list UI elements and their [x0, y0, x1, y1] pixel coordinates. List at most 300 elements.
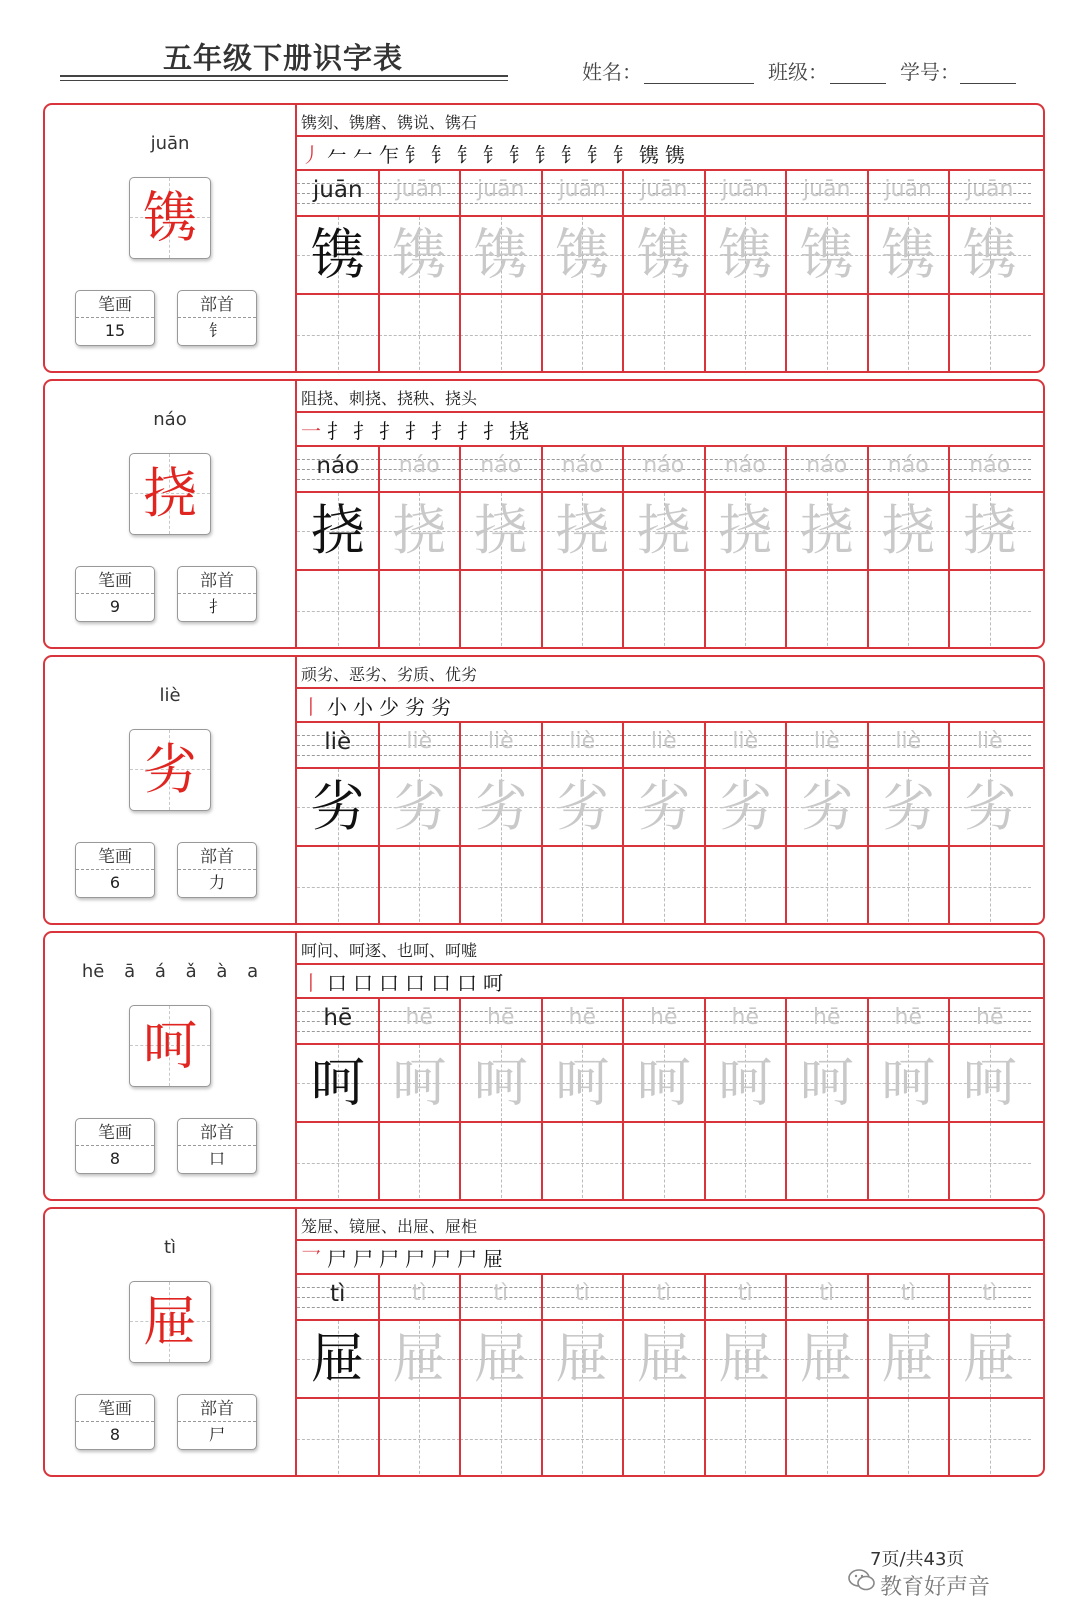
- radical-value: 扌: [208, 597, 225, 616]
- pinyin-guide-line: [868, 203, 950, 204]
- character-cell[interactable]: [786, 1045, 868, 1121]
- blank-cell[interactable]: [786, 571, 868, 649]
- pinyin-cell[interactable]: [705, 723, 787, 767]
- blank-cell[interactable]: [786, 1123, 868, 1201]
- character-cell[interactable]: [542, 1045, 624, 1121]
- character-cell[interactable]: [460, 1045, 542, 1121]
- traced-character: 屉: [718, 1327, 773, 1390]
- blank-cell[interactable]: [949, 295, 1031, 373]
- blank-cell[interactable]: [949, 1123, 1031, 1201]
- cell-guide-vertical: [745, 1123, 746, 1201]
- blank-cell[interactable]: [379, 571, 461, 649]
- character-cell[interactable]: [786, 1321, 868, 1397]
- column-rule: [378, 217, 380, 293]
- character-cell[interactable]: [379, 769, 461, 845]
- stroke-count-label: 笔画: [76, 1119, 154, 1146]
- column-rule: [541, 847, 543, 925]
- character-cell[interactable]: [705, 1045, 787, 1121]
- traced-pinyin: tì: [819, 1281, 835, 1306]
- character-cell[interactable]: [868, 217, 950, 293]
- pinyin-cell[interactable]: [623, 723, 705, 767]
- pinyin-guide-line: [949, 755, 1031, 756]
- character-pinyin: liè: [159, 685, 181, 706]
- cell-guide-vertical: [908, 571, 909, 649]
- pinyin-cell[interactable]: [379, 999, 461, 1043]
- traced-character: 劣: [962, 775, 1017, 838]
- column-rule: [459, 847, 461, 925]
- character-info-panel: [45, 657, 295, 923]
- pinyin-cell[interactable]: [705, 999, 787, 1043]
- pinyin-cell[interactable]: [623, 1275, 705, 1319]
- pinyin-guide-line: [705, 203, 787, 204]
- blank-cell[interactable]: [705, 847, 787, 925]
- character-pinyin: tì: [163, 1237, 177, 1258]
- pinyin-cell[interactable]: [949, 1275, 1031, 1319]
- blank-cell[interactable]: [297, 1123, 379, 1201]
- column-rule: [541, 295, 543, 373]
- character-section: [43, 103, 1045, 373]
- pinyin-cell[interactable]: [786, 1275, 868, 1319]
- character-cell[interactable]: [623, 769, 705, 845]
- number-field[interactable]: [900, 56, 1020, 84]
- stroke-order-step: 钅: [509, 143, 531, 167]
- traced-character: 挠: [555, 499, 610, 562]
- character-cell[interactable]: [623, 1321, 705, 1397]
- stroke-order-step: 扌: [405, 419, 427, 443]
- page-number: 7页/共43页: [870, 1549, 965, 1570]
- stroke-order: [301, 691, 457, 720]
- blank-cell[interactable]: [786, 1399, 868, 1477]
- cell-guide-vertical: [990, 571, 991, 649]
- pinyin-cell: [297, 723, 379, 767]
- blank-cell[interactable]: [949, 1399, 1031, 1477]
- number-label: 学号：: [900, 60, 960, 84]
- traced-pinyin: liè: [487, 729, 514, 754]
- traced-pinyin: juān: [477, 177, 525, 202]
- cell-guide-vertical: [419, 1123, 420, 1201]
- stroke-count-value: 6: [109, 873, 121, 892]
- cell-guide-vertical: [745, 571, 746, 649]
- stroke-order-step: 钅: [457, 143, 479, 167]
- character-cell[interactable]: [868, 493, 950, 569]
- character-card: [129, 453, 211, 535]
- pinyin-cell[interactable]: [542, 447, 624, 491]
- pinyin-guide-line: [379, 479, 461, 480]
- column-rule: [948, 723, 950, 767]
- blank-cell[interactable]: [786, 295, 868, 373]
- pinyin-cell[interactable]: [542, 1275, 624, 1319]
- column-rule: [459, 295, 461, 373]
- column-rule: [867, 1275, 869, 1319]
- pinyin-guide-line: [460, 755, 542, 756]
- blank-cell[interactable]: [868, 1123, 950, 1201]
- column-rule: [704, 171, 706, 215]
- traced-character: 劣: [881, 775, 936, 838]
- column-rule: [948, 1321, 950, 1397]
- character-cell[interactable]: [868, 1321, 950, 1397]
- blank-practice-row[interactable]: [297, 1123, 1043, 1201]
- pinyin-cell[interactable]: [705, 447, 787, 491]
- pinyin-cell[interactable]: [949, 723, 1031, 767]
- traced-pinyin: hē: [813, 1005, 841, 1030]
- wechat-icon: [848, 1568, 876, 1592]
- blank-cell[interactable]: [297, 571, 379, 649]
- name-field[interactable]: [582, 56, 752, 84]
- character-cell[interactable]: [460, 493, 542, 569]
- pinyin-guide-line: [623, 1307, 705, 1308]
- traced-pinyin: hē: [405, 1005, 433, 1030]
- pinyin-cell[interactable]: [949, 447, 1031, 491]
- blank-cell[interactable]: [542, 571, 624, 649]
- stroke-order-step: 丨: [301, 971, 323, 995]
- character-cell[interactable]: [623, 217, 705, 293]
- traced-character: 镌: [555, 223, 610, 286]
- pinyin-cell[interactable]: [868, 723, 950, 767]
- column-rule: [867, 1123, 869, 1201]
- column-rule: [785, 1399, 787, 1477]
- traced-pinyin: liè: [813, 729, 840, 754]
- pinyin-cell[interactable]: [542, 723, 624, 767]
- traced-character: 挠: [392, 499, 447, 562]
- cell-guide-vertical: [745, 295, 746, 373]
- character-card: [129, 1281, 211, 1363]
- cell-guide-vertical: [827, 571, 828, 649]
- character-cell[interactable]: [949, 769, 1031, 845]
- character-cell[interactable]: [786, 493, 868, 569]
- pinyin-practice-row: [297, 999, 1043, 1043]
- pinyin-cell[interactable]: [460, 1275, 542, 1319]
- blank-cell[interactable]: [949, 847, 1031, 925]
- traced-character: 呵: [718, 1051, 773, 1114]
- blank-practice-row[interactable]: [297, 295, 1043, 373]
- column-rule: [459, 1321, 461, 1397]
- stroke-order-step: 钅: [483, 143, 505, 167]
- character-cell[interactable]: [542, 493, 624, 569]
- pinyin-cell[interactable]: [542, 999, 624, 1043]
- cell-guide-vertical: [908, 295, 909, 373]
- blank-cell[interactable]: [623, 571, 705, 649]
- column-rule: [459, 1045, 461, 1121]
- traced-character: 劣: [636, 775, 691, 838]
- blank-cell[interactable]: [460, 571, 542, 649]
- cell-guide-vertical: [338, 1123, 339, 1201]
- column-rule: [867, 847, 869, 925]
- traced-pinyin: liè: [650, 729, 677, 754]
- character-cell[interactable]: [705, 217, 787, 293]
- pinyin-cell[interactable]: [868, 447, 950, 491]
- column-rule: [867, 217, 869, 293]
- column-rule: [459, 493, 461, 569]
- pinyin-cell[interactable]: [379, 447, 461, 491]
- traced-character: 挠: [881, 499, 936, 562]
- blank-cell[interactable]: [542, 1399, 624, 1477]
- pinyin-cell[interactable]: [379, 1275, 461, 1319]
- character-cell[interactable]: [705, 1321, 787, 1397]
- traced-pinyin: tì: [411, 1281, 427, 1306]
- pinyin-guide-line: [297, 1307, 379, 1308]
- blank-cell[interactable]: [379, 1123, 461, 1201]
- pinyin-cell[interactable]: [623, 999, 705, 1043]
- blank-cell[interactable]: [542, 1123, 624, 1201]
- traced-character: 屉: [473, 1327, 528, 1390]
- blank-cell[interactable]: [297, 295, 379, 373]
- blank-practice-row[interactable]: [297, 847, 1043, 925]
- pinyin-cell[interactable]: [379, 171, 461, 215]
- model-pinyin: hē: [323, 1005, 353, 1031]
- character-cell[interactable]: [705, 769, 787, 845]
- blank-cell[interactable]: [623, 295, 705, 373]
- blank-cell[interactable]: [868, 1399, 950, 1477]
- stroke-order-step: 𠂉: [353, 143, 375, 167]
- column-rule: [541, 217, 543, 293]
- pinyin-guide-line: [542, 755, 624, 756]
- pinyin-cell[interactable]: [460, 447, 542, 491]
- stroke-order-step: 乍: [379, 143, 401, 167]
- cell-guide-vertical: [338, 571, 339, 649]
- pinyin-cell[interactable]: [542, 171, 624, 215]
- cell-guide-vertical: [582, 1123, 583, 1201]
- radical-label: 部首: [178, 843, 256, 870]
- traced-pinyin: hē: [568, 1005, 596, 1030]
- cell-guide-vertical: [664, 1399, 665, 1477]
- blank-cell[interactable]: [460, 1123, 542, 1201]
- pinyin-guide-line: [623, 755, 705, 756]
- blank-cell[interactable]: [379, 847, 461, 925]
- name-blank[interactable]: [644, 83, 754, 84]
- blank-cell[interactable]: [297, 1399, 379, 1477]
- character-practice-row: [297, 1321, 1043, 1397]
- pinyin-guide-line: [786, 1031, 868, 1032]
- column-rule: [785, 571, 787, 649]
- pinyin-guide-line: [623, 203, 705, 204]
- character-cell[interactable]: [623, 493, 705, 569]
- stroke-count-label: 笔画: [76, 291, 154, 318]
- traced-pinyin: náo: [480, 453, 522, 478]
- character-cell[interactable]: [786, 217, 868, 293]
- cell-guide-vertical: [419, 847, 420, 925]
- blank-cell[interactable]: [786, 847, 868, 925]
- character-info-panel: [45, 105, 295, 371]
- column-rule: [622, 999, 624, 1043]
- pinyin-cell[interactable]: [705, 171, 787, 215]
- cell-guide-vertical: [338, 1399, 339, 1477]
- blank-cell[interactable]: [542, 295, 624, 373]
- pinyin-guide-line: [623, 479, 705, 480]
- pinyin-cell[interactable]: [868, 999, 950, 1043]
- cell-guide-vertical: [745, 1399, 746, 1477]
- character-glyph: 劣: [143, 738, 197, 801]
- stroke-order-step: 口: [405, 971, 427, 995]
- pinyin-guide-line: [949, 203, 1031, 204]
- pinyin-cell[interactable]: [705, 1275, 787, 1319]
- pinyin-guide-line: [297, 755, 379, 756]
- traced-character: 呵: [881, 1051, 936, 1114]
- character-cell[interactable]: [868, 1045, 950, 1121]
- column-rule: [785, 769, 787, 845]
- blank-cell[interactable]: [949, 571, 1031, 649]
- character-cell[interactable]: [542, 217, 624, 293]
- class-label: 班级：: [768, 60, 828, 84]
- cell-guide-vertical: [664, 1123, 665, 1201]
- number-blank[interactable]: [960, 83, 1016, 84]
- blank-cell[interactable]: [460, 1399, 542, 1477]
- column-rule: [948, 295, 950, 373]
- class-field[interactable]: [768, 56, 888, 84]
- character-practice-row: [297, 1045, 1043, 1121]
- pinyin-cell: [297, 171, 379, 215]
- blank-cell[interactable]: [297, 847, 379, 925]
- pinyin-cell[interactable]: [460, 999, 542, 1043]
- blank-cell[interactable]: [868, 847, 950, 925]
- character-cell[interactable]: [460, 769, 542, 845]
- model-character: 镌: [310, 223, 365, 286]
- blank-cell[interactable]: [379, 1399, 461, 1477]
- pinyin-guide-line: [949, 479, 1031, 480]
- blank-practice-row[interactable]: [297, 571, 1043, 649]
- character-glyph: 屉: [143, 1290, 197, 1353]
- cell-guide-vertical: [582, 847, 583, 925]
- radical-box: [177, 842, 257, 898]
- column-rule: [378, 571, 380, 649]
- character-cell[interactable]: [705, 493, 787, 569]
- traced-character: 挠: [718, 499, 773, 562]
- column-rule: [785, 1123, 787, 1201]
- blank-cell[interactable]: [379, 295, 461, 373]
- blank-cell[interactable]: [705, 295, 787, 373]
- character-cell[interactable]: [786, 769, 868, 845]
- pinyin-guide-line: [868, 1307, 950, 1308]
- character-cell[interactable]: [460, 1321, 542, 1397]
- character-cell[interactable]: [542, 1321, 624, 1397]
- character-cell[interactable]: [868, 769, 950, 845]
- traced-pinyin: tì: [900, 1281, 916, 1306]
- stroke-order-step: 一: [301, 419, 323, 443]
- radical-value: 钅: [208, 321, 225, 340]
- pinyin-cell[interactable]: [460, 723, 542, 767]
- pinyin-cell[interactable]: [460, 171, 542, 215]
- character-cell[interactable]: [949, 217, 1031, 293]
- traced-character: 挠: [962, 499, 1017, 562]
- traced-character: 劣: [799, 775, 854, 838]
- column-rule: [459, 217, 461, 293]
- character-cell[interactable]: [949, 1045, 1031, 1121]
- cell-guide-vertical: [664, 295, 665, 373]
- pinyin-guide-line: [297, 479, 379, 480]
- column-rule: [541, 171, 543, 215]
- pinyin-cell[interactable]: [379, 723, 461, 767]
- row-rule: [297, 687, 1043, 689]
- blank-cell[interactable]: [460, 847, 542, 925]
- column-rule: [704, 723, 706, 767]
- pinyin-cell[interactable]: [786, 999, 868, 1043]
- pinyin-cell[interactable]: [868, 1275, 950, 1319]
- character-glyph: 呵: [143, 1014, 197, 1077]
- pinyin-cell[interactable]: [786, 447, 868, 491]
- column-rule: [541, 769, 543, 845]
- column-rule: [541, 1275, 543, 1319]
- model-pinyin: tì: [330, 1281, 346, 1307]
- class-blank[interactable]: [830, 83, 886, 84]
- pinyin-cell[interactable]: [786, 171, 868, 215]
- column-rule: [378, 1045, 380, 1121]
- character-cell[interactable]: [379, 1321, 461, 1397]
- pinyin-guide-line: [460, 203, 542, 204]
- column-rule: [622, 1045, 624, 1121]
- traced-character: 镌: [636, 223, 691, 286]
- traced-pinyin: tì: [737, 1281, 753, 1306]
- stroke-count-box: [75, 1394, 155, 1450]
- stroke-order-step: 扌: [457, 419, 479, 443]
- pinyin-cell[interactable]: [949, 171, 1031, 215]
- blank-cell[interactable]: [542, 847, 624, 925]
- character-cell[interactable]: [379, 493, 461, 569]
- pinyin-cell[interactable]: [949, 999, 1031, 1043]
- stroke-order-step: 𠂉: [327, 143, 349, 167]
- stroke-order-step: 小: [327, 695, 349, 719]
- column-rule: [704, 295, 706, 373]
- pinyin-cell[interactable]: [868, 171, 950, 215]
- blank-cell[interactable]: [868, 571, 950, 649]
- stroke-order-step: 少: [379, 695, 401, 719]
- stroke-order-step: 尸: [405, 1247, 427, 1271]
- character-info-panel: [45, 933, 295, 1199]
- pinyin-cell[interactable]: [623, 171, 705, 215]
- pinyin-cell: [297, 999, 379, 1043]
- column-rule: [785, 493, 787, 569]
- pinyin-cell[interactable]: [786, 723, 868, 767]
- blank-cell[interactable]: [623, 1123, 705, 1201]
- character-cell[interactable]: [623, 1045, 705, 1121]
- character-cell: [297, 1321, 379, 1397]
- column-rule: [541, 723, 543, 767]
- blank-practice-row[interactable]: [297, 1399, 1043, 1477]
- traced-character: 屉: [392, 1327, 447, 1390]
- pinyin-guide-line: [705, 755, 787, 756]
- character-cell[interactable]: [542, 769, 624, 845]
- blank-cell[interactable]: [623, 1399, 705, 1477]
- cell-guide-vertical: [827, 1123, 828, 1201]
- blank-cell[interactable]: [705, 1123, 787, 1201]
- row-rule: [297, 135, 1043, 137]
- column-rule: [704, 1045, 706, 1121]
- blank-cell[interactable]: [623, 847, 705, 925]
- character-cell[interactable]: [379, 1045, 461, 1121]
- pinyin-guide-line: [786, 1307, 868, 1308]
- traced-character: 呵: [473, 1051, 528, 1114]
- pinyin-cell[interactable]: [623, 447, 705, 491]
- column-rule: [622, 723, 624, 767]
- blank-cell[interactable]: [460, 295, 542, 373]
- blank-cell[interactable]: [705, 1399, 787, 1477]
- pinyin-guide-line: [460, 479, 542, 480]
- column-rule: [378, 295, 380, 373]
- blank-cell[interactable]: [868, 295, 950, 373]
- pinyin-guide-line: [868, 1031, 950, 1032]
- character-cell[interactable]: [460, 217, 542, 293]
- column-rule: [785, 999, 787, 1043]
- traced-pinyin: tì: [982, 1281, 998, 1306]
- character-cell[interactable]: [379, 217, 461, 293]
- character-cell[interactable]: [949, 493, 1031, 569]
- watermark-text: 教育好声音: [880, 1575, 991, 1600]
- stroke-order-step: 口: [457, 971, 479, 995]
- character-cell[interactable]: [949, 1321, 1031, 1397]
- cell-guide-vertical: [664, 847, 665, 925]
- pinyin-guide-line: [949, 1307, 1031, 1308]
- stroke-order: [301, 967, 509, 996]
- blank-cell[interactable]: [705, 571, 787, 649]
- column-rule: [378, 769, 380, 845]
